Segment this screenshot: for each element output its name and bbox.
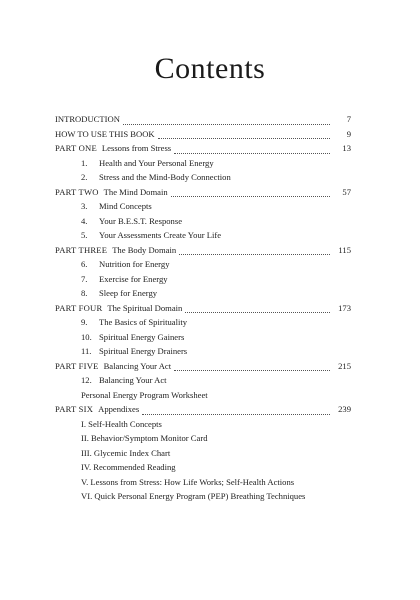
dot-leader (174, 370, 330, 371)
chapter-title: Nutrition for Energy (99, 259, 170, 269)
toc-appendix[interactable] (55, 448, 351, 463)
toc-page-number: 239 (338, 404, 351, 414)
toc-chapter[interactable] (55, 158, 351, 173)
chapter-title: Mind Concepts (99, 201, 152, 211)
toc-page-number: 57 (342, 186, 351, 197)
toc-part-four[interactable] (55, 303, 351, 318)
toc-part-two[interactable] (55, 187, 351, 202)
appendix-title: II. Behavior/Symptom Monitor Card (81, 433, 208, 443)
chapter-title: Exercise for Energy (99, 273, 168, 284)
toc-page-number: 115 (338, 244, 351, 255)
chapter-title: Balancing Your Act (99, 375, 167, 385)
appendix-title: V. Lessons from Stress: How Life Works; Self-Health Actions (81, 476, 295, 487)
dot-leader (171, 196, 330, 197)
dot-leader (179, 254, 330, 255)
part-title: The Mind Domain (103, 186, 168, 197)
toc-chapter[interactable] (55, 346, 351, 361)
chapter-number: 12. (81, 375, 92, 385)
chapter-title: Stress and the Mind-Body Connection (99, 172, 231, 182)
part-title: Appendixes (98, 404, 140, 414)
appendix-title: III. Glycemic Index Chart (81, 447, 171, 458)
toc-chapter[interactable] (55, 317, 351, 332)
part-label: PART SIX (55, 404, 94, 414)
toc-chapter[interactable] (55, 172, 351, 187)
page-title: Contents (154, 52, 266, 85)
toc-appendix[interactable] (55, 477, 351, 492)
worksheet-title: Personal Energy Program Worksheet (81, 389, 208, 400)
toc-part-three[interactable] (55, 245, 351, 260)
toc-chapter[interactable] (55, 230, 351, 245)
chapter-number: 10. (81, 331, 92, 342)
chapter-number: 6. (81, 259, 88, 269)
toc-entry-introduction[interactable] (55, 114, 351, 129)
dot-leader (174, 153, 330, 154)
toc-chapter[interactable] (55, 274, 351, 289)
chapter-number: 4. (81, 215, 88, 226)
chapter-number: 1. (81, 157, 88, 168)
toc-page-number: 215 (338, 360, 351, 371)
part-title: The Spiritual Domain (107, 302, 183, 313)
part-title: The Body Domain (112, 244, 177, 255)
chapter-number: 7. (81, 273, 88, 284)
appendix-title: IV. Recommended Reading (81, 462, 176, 472)
toc-page-number: 7 (346, 114, 351, 124)
chapter-number: 3. (81, 201, 88, 211)
part-label: PART FOUR (55, 302, 103, 313)
part-label: PART THREE (55, 244, 108, 255)
toc-chapter[interactable] (55, 216, 351, 231)
chapter-title: Your Assessments Create Your Life (99, 230, 222, 240)
toc-chapter[interactable] (55, 259, 351, 274)
toc-page-number: 173 (338, 302, 351, 313)
toc-chapter[interactable] (55, 375, 351, 390)
toc-appendix[interactable] (55, 419, 351, 434)
chapter-title: Spiritual Energy Gainers (99, 331, 185, 342)
toc-entry-label: HOW TO USE THIS BOOK (55, 128, 155, 139)
toc-chapter[interactable] (55, 332, 351, 347)
toc-part-one[interactable] (55, 143, 351, 158)
chapter-number: 2. (81, 172, 88, 182)
chapter-title: Health and Your Personal Energy (99, 157, 214, 168)
chapter-title: Spiritual Energy Drainers (99, 346, 188, 356)
part-title: Balancing Your Act (103, 360, 172, 371)
toc-entry-label: INTRODUCTION (55, 114, 120, 124)
chapter-title: Your B.E.S.T. Response (99, 215, 183, 226)
toc-appendix[interactable] (55, 433, 351, 448)
part-label: PART FIVE (55, 360, 99, 371)
part-title: Lessons from Stress (101, 143, 172, 153)
part-label: PART TWO (55, 186, 99, 197)
chapter-number: 8. (81, 288, 88, 298)
toc-page-number: 13 (342, 143, 351, 153)
dot-leader (123, 124, 330, 125)
chapter-number: 11. (81, 346, 92, 356)
dot-leader (185, 312, 330, 313)
toc-chapter[interactable] (55, 288, 351, 303)
toc-part-five[interactable] (55, 361, 351, 376)
toc-entry-how-to-use[interactable] (55, 129, 351, 144)
dot-leader (158, 138, 330, 139)
toc-chapter[interactable] (55, 201, 351, 216)
toc-page-number: 9 (346, 128, 351, 139)
chapter-title: Sleep for Energy (99, 288, 158, 298)
chapter-number: 9. (81, 317, 88, 327)
dot-leader (142, 414, 330, 415)
chapter-title: The Basics of Spirituality (99, 317, 188, 327)
table-of-contents (55, 114, 351, 506)
chapter-number: 5. (81, 230, 88, 240)
appendix-title: I. Self-Health Concepts (81, 418, 162, 429)
toc-appendix[interactable] (55, 491, 351, 506)
toc-worksheet-entry[interactable] (55, 390, 351, 405)
toc-part-six[interactable] (55, 404, 351, 419)
part-label: PART ONE (55, 143, 97, 153)
toc-appendix[interactable] (55, 462, 351, 477)
appendix-title: VI. Quick Personal Energy Program (PEP) Breathing Techniques (81, 491, 306, 501)
